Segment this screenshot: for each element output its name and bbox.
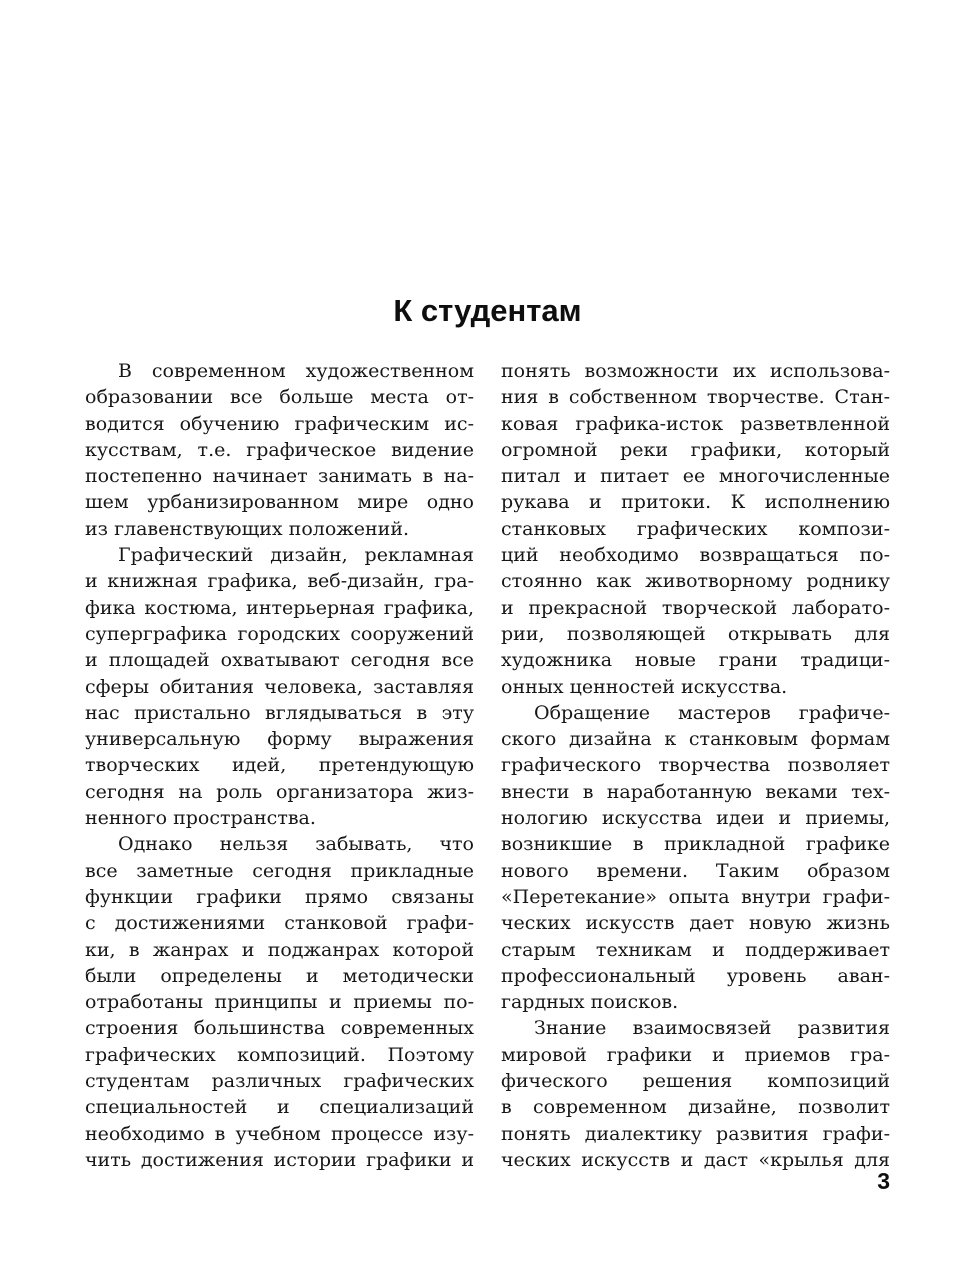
text-line: чить достижения истории графики и [85, 1148, 474, 1171]
text-line: старым техникам и поддерживает [501, 938, 890, 961]
text-line: питал и питает ее многочисленные [501, 465, 890, 488]
text-line: ненного пространства. [85, 807, 316, 830]
text-line: нас пристально вглядываться в эту [85, 701, 474, 724]
text-line: станковых графических компози- [501, 517, 890, 540]
text-line: в современном дизайне, позволит [501, 1096, 890, 1119]
text-line: все заметные сегодня прикладные [85, 859, 474, 882]
text-line: фического решения композиций [501, 1070, 890, 1093]
text-line: строения большинства современных [85, 1017, 474, 1040]
text-line: водится обучению графическим ис- [85, 412, 474, 435]
text-line: и книжная графика, веб-дизайн, гра- [85, 570, 474, 593]
text-line: ского дизайна к станковым формам [501, 728, 890, 751]
text-line: творческих идей, претендующую [85, 754, 474, 777]
text-line: возникшие в прикладной графике [501, 833, 890, 856]
text-columns [85, 358, 890, 1173]
text-line: понять возможности их использова- [501, 360, 890, 382]
text-line: Знание взаимосвязей развития [534, 1017, 890, 1040]
text-line: ческих искусств дает новую жизнь [501, 912, 890, 935]
text-line: понять диалектику развития графи- [501, 1122, 890, 1145]
text-line: ковая графика-исток разветвленной [501, 412, 890, 435]
text-line: нологию искусства идеи и приемы, [501, 807, 890, 830]
text-line: и площадей охватывают сегодня все [85, 649, 474, 672]
text-line: из главенствующих положений. [85, 517, 410, 540]
text-line: универсальную форму выражения [85, 728, 474, 751]
text-line: функции графики прямо связаны [85, 885, 474, 908]
text-line: сферы обитания человека, заставляя [85, 675, 474, 698]
text-line: с достижениями станковой графи- [85, 912, 474, 935]
text-line: нового времени. Таким образом [501, 859, 890, 882]
text-line: стоянно как животворному роднику [501, 570, 890, 593]
text-line: были определены и методически [85, 964, 474, 987]
text-line: графических композиций. Поэтому [85, 1043, 474, 1066]
text-line: суперграфика городских сооружений [85, 622, 474, 645]
text-line: графического творчества позволяет [501, 754, 890, 777]
text-line: «Перетекание» опыта внутри графи- [501, 885, 890, 908]
text-line: ния в собственном творчестве. Стан- [501, 386, 890, 409]
text-line: постепенно начинает занимать в на- [85, 465, 474, 488]
text-line: ций необходимо возвращаться по- [501, 544, 890, 567]
text-line: необходимо в учебном процессе изу- [85, 1122, 474, 1145]
text-line: рукава и притоки. К исполнению [501, 491, 890, 514]
text-line: гардных поисков. [501, 991, 679, 1014]
text-line: отработаны принципы и приемы по- [85, 991, 474, 1014]
column-right [501, 358, 890, 1173]
page-number: 3 [877, 1168, 890, 1194]
text-line: образовании все больше места от- [85, 386, 474, 409]
text-line: рии, позволяющей открывать для [501, 622, 890, 645]
text-line: Обращение мастеров графиче- [534, 701, 890, 724]
text-line: Однако нельзя забывать, что [118, 833, 474, 856]
text-line: огромной реки графики, который [501, 438, 890, 461]
text-line: Графический дизайн, рекламная [118, 544, 474, 567]
text-line: внести в наработанную веками тех- [501, 780, 890, 803]
text-line: шем урбанизированном мире одно [85, 491, 474, 514]
text-line: онных ценностей искусства. [501, 675, 788, 698]
text-line: и прекрасной творческой лаборато- [501, 596, 890, 619]
text-line: кусствам, т.е. графическое видение [85, 438, 474, 461]
page-title: К студентам [393, 293, 582, 328]
text-line: профессиональный уровень аван- [501, 964, 890, 987]
column-left [85, 358, 474, 1173]
text-line: студентам различных графических [85, 1070, 474, 1093]
text-line: В современном художественном [118, 360, 474, 382]
text-line: ческих искусств и даст «крылья для [501, 1148, 890, 1171]
text-line: фика костюма, интерьерная графика, [85, 596, 474, 619]
text-line: художника новые грани традици- [501, 649, 890, 672]
text-line: сегодня на роль организатора жиз- [85, 780, 474, 803]
text-line: специальностей и специализаций [85, 1096, 474, 1119]
text-line: мировой графики и приемов гра- [501, 1043, 890, 1066]
text-line: ки, в жанрах и поджанрах которой [85, 938, 474, 961]
